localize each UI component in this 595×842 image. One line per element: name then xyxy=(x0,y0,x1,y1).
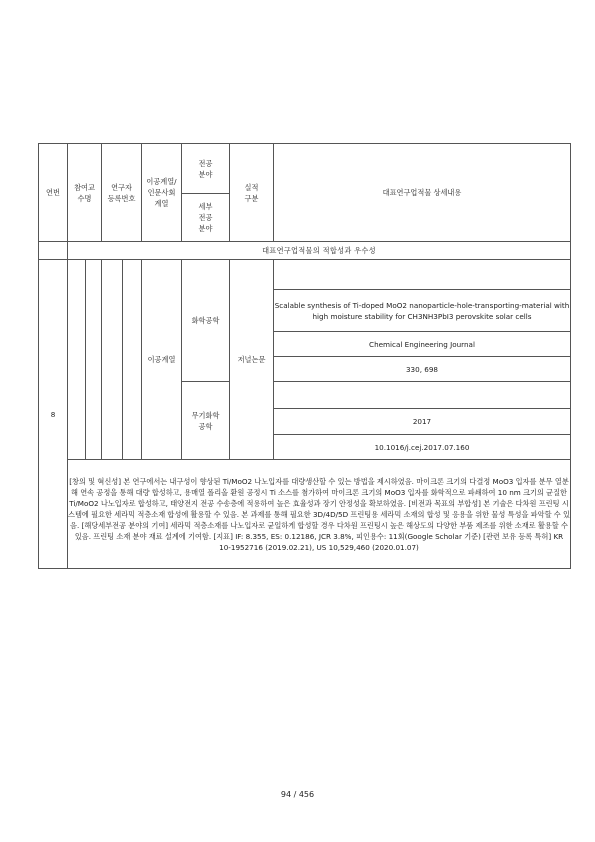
header-regno: 연구자 등록번호 xyxy=(102,144,142,242)
record-type: 저널논문 xyxy=(230,260,274,460)
record-title: Scalable synthesis of Ti-doped MoO2 nanoparticle-hole-transporting-material with high moisture stability for CH3NH3PbI3 perovskite solar cells xyxy=(274,290,571,332)
record-blank-2 xyxy=(274,382,571,409)
prof-redacted xyxy=(68,260,102,460)
page-number: 94 / 456 xyxy=(280,790,315,799)
record-major: 화학공학 xyxy=(182,260,230,382)
header-submajor: 세부 전공 분야 xyxy=(182,194,230,242)
record-year: 2017 xyxy=(274,409,571,435)
record-number: 8 xyxy=(39,260,68,569)
record-submajor: 무기화학 공학 xyxy=(182,382,230,460)
research-table xyxy=(38,143,571,569)
record-volume: 330, 698 xyxy=(274,357,571,382)
header-major: 전공 분야 xyxy=(182,144,230,194)
record-journal: Chemical Engineering Journal xyxy=(274,332,571,357)
record-doi: 10.1016/j.cej.2017.07.160 xyxy=(274,435,571,460)
header-type: 실적 구분 xyxy=(230,144,274,242)
header-subrow: 대표연구업적물의 적합성과 우수성 xyxy=(68,242,571,260)
record-innovation: [창의 및 혁신성] 본 연구에서는 내구성이 향상된 Ti/MoO2 나노입자를 대량생산할 수 있는 방법을 제시하였음. 마이크론 크기의 다결정 MoO3 입자를 분무 열분해 연속 공정을 통해 대량 합성하고, 용매열 폴리올 환원 공정시 Ti 소스를 첨가하여 마이크론 크기의 MoO3 입자를 화학적으로 파쇄하여 10 nm 크기의 균질한 Ti/MoO2 나노입자로 합성하고, 태양전지 전공 수송층에 적용하여 높은 효율성과 장기 안정성을 확보하였음. [비전과 목표의 부합성] 본 기술은 다차원 프린팅 시스템에 필요한 세라믹 적층소재 합성에 활용할 수 있음. 본 과제를 통해 필요한 3D/4D/5D 프린팅용 세라믹 소재의 합성 및 응용을 위한 물성 특성을 파악할 수 있음. [해당세부전공 분야의 기여] 세라믹 적층소재를 나노입자로 균일하게 합성할 경우 다차원 프린팅시 높은 해상도의 다양한 부품 제조를 위한 소재로 활용할 수 있음. 프린팅 소재 분야 재료 설계에 기여함. [지표] IF: 8.355, ES: 0.12186, JCR 3.8%, 피인용수: 11회(Google Scholar 기준) [관련 보유 등록 특허] KR 10-1952716 (2019.02.21), US 10,529,460 (2020.01.07) xyxy=(68,460,571,569)
header-field: 이공계열/ 인문사회 계열 xyxy=(142,144,182,242)
regno-redacted xyxy=(102,260,142,460)
header-year: 연번 xyxy=(39,144,68,242)
header-prof: 참여교 수명 xyxy=(68,144,102,242)
record-field: 이공계열 xyxy=(142,260,182,460)
header-blank xyxy=(39,242,68,260)
header-detail: 대표연구업적물 상세내용 xyxy=(274,144,571,242)
record-blank-1 xyxy=(274,260,571,290)
